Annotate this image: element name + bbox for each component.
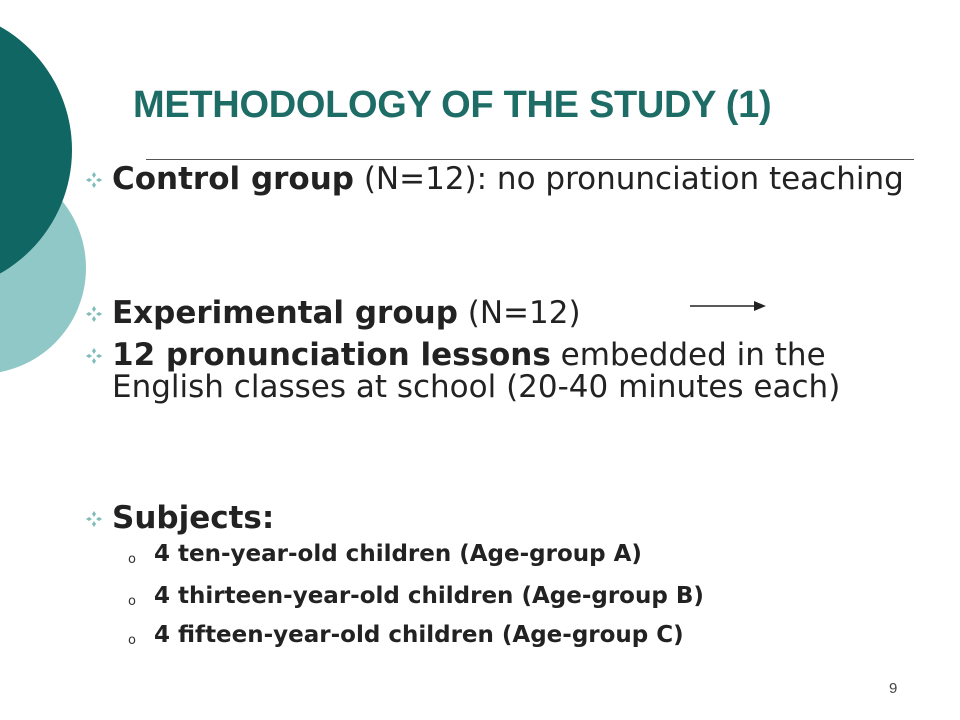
sub-bullet-marker: o (128, 552, 136, 567)
bullet-bold: 12 pronunciation lessons (112, 337, 551, 373)
page-number: 9 (889, 680, 898, 697)
four-diamond-bullet-icon (86, 511, 102, 527)
four-diamond-bullet-icon (86, 348, 102, 364)
decorative-circles (0, 0, 120, 400)
bullet-text (112, 163, 912, 195)
bullet-rest: embedded in the English classes at school (20-40 minutes each) (112, 337, 841, 405)
subject-text: 4 fifteen-year-old children (Age-group C) (154, 622, 684, 648)
bullet-bold: Control group (112, 161, 354, 197)
subject-text: 4 ten-year-old children (Age-group A) (154, 541, 642, 567)
bullet-rest: (N=12) (457, 295, 581, 331)
bullet-text (112, 297, 912, 329)
title-divider (146, 159, 914, 160)
bullet-text (112, 339, 912, 403)
bullet-bold: Experimental group (112, 295, 458, 331)
slide-title: METHODOLOGY OF THE STUDY (1) (133, 84, 772, 126)
bullet-rest: (N=12): no pronunciation teaching (353, 161, 904, 197)
four-diamond-bullet-icon (86, 172, 102, 188)
bullet-bold: Subjects: (112, 500, 275, 536)
sub-bullet-marker: o (128, 633, 136, 648)
sub-bullet-marker: o (128, 594, 136, 609)
four-diamond-bullet-icon (86, 306, 102, 322)
right-arrow-icon (690, 298, 770, 314)
bullet-text (112, 502, 912, 534)
subject-text: 4 thirteen-year-old children (Age-group B) (154, 583, 704, 609)
